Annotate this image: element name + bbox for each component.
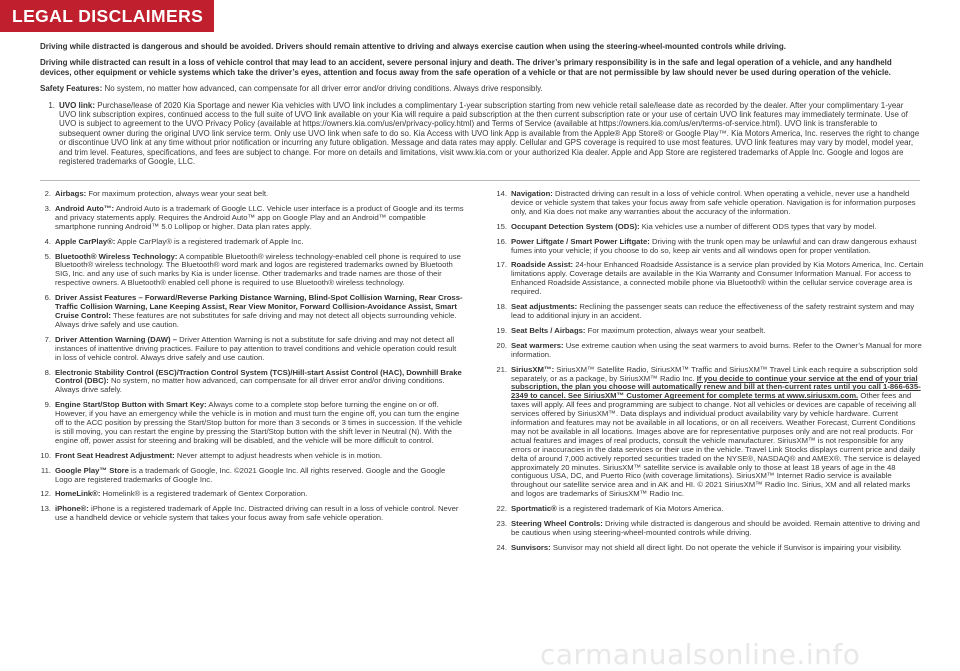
item-label: Bluetooth® Wireless Technology: <box>55 251 178 261</box>
item-text: Driving with the trunk open may be unlawful and can draw dangerous exhaust fumes into your vehicle; if you choose to do so, keep air vents and all windows open for proper ventilation. <box>511 236 917 255</box>
item-number: 16. <box>496 236 507 246</box>
disclaimer-item <box>492 190 924 217</box>
item-number: 23. <box>496 519 507 529</box>
item-number: 6. <box>44 293 51 303</box>
item-number: 15. <box>496 221 507 231</box>
disclaimer-item-1 <box>40 101 920 167</box>
subscription-renewal-notice: If you decide to continue your service at the end of your trial subscription, the plan you choose will automatically renew and bill at then-current rates until you call 1-866-635-2349 to cancel. See SiriusXM™ Customer Agreement for complete terms at www.siriusxm.com. <box>511 373 921 401</box>
item-label: Roadside Assist: <box>511 260 574 270</box>
page-title: LEGAL DISCLAIMERS <box>12 6 204 26</box>
disclaimer-item <box>36 336 464 363</box>
item-body <box>511 544 924 553</box>
right-column <box>492 190 924 559</box>
item-label: Occupant Detection System (ODS): <box>511 221 640 231</box>
item-number: 20. <box>496 340 507 350</box>
item-number: 2. <box>44 189 51 198</box>
item-text: Never attempt to adjust headrests when vehicle is in motion. <box>174 450 382 460</box>
item-label: Seat warmers: <box>511 340 564 350</box>
item-label: Apple CarPlay®: <box>55 236 116 246</box>
item-number: 1. <box>48 100 55 110</box>
item-body <box>511 223 924 232</box>
disclaimer-item <box>492 520 924 538</box>
disclaimer-item <box>36 467 464 485</box>
safety-features-note <box>40 84 920 93</box>
item-body <box>511 520 924 538</box>
item-label: Steering Wheel Controls: <box>511 519 603 529</box>
item-number: 9. <box>44 400 51 410</box>
item-number: 18. <box>496 302 507 312</box>
item-number: 21. <box>496 364 507 374</box>
disclaimer-item <box>492 223 924 232</box>
item-number: 7. <box>44 334 51 344</box>
item-body <box>55 190 464 199</box>
item-text: Purchase/lease of 2020 Kia Sportage and newer Kia vehicles with UVO link includes a complimentary 1-year subscription starting from new vehicle retail sale/lease date as recorded by the dealer. After your complimentary 1-year UVO link subscription expires, continued access to the full suite of UVO link available on your Kia will require a paid subscription at the then current subscription rate or your use of certain UVO link features may immediately terminate. Use of UVO is subject to agreement to the UVO Privacy Policy (available at https://owners.kia.com/us/en/privacy-policy.html) and Terms of Service (available at https://owners.kia.com/us/en/terms-of-service.html). UVO link is transferable to subsequent owner during the original UVO link service term. Only use UVO link when safe to do so. Kia Access with UVO link App is available from the Apple® App Store® or Google Play™. Kia Motors America, Inc. reserves the right to change or discontinue UVO link at any time without prior notification or incurring any future obligation. Message and data rates may apply. Cellular and GPS coverage is required to use most features. UVO link features may vary by model, model year, and trim level. Features, specifications, and fees are subject to change. For more on details and limitations, visit www.kia.com or your authorized Kia dealer. Apple and App Store are registered trademarks of Apple Inc. Google and logos are registered trademarks of Google, LLC. <box>59 100 920 167</box>
item-body <box>55 336 464 363</box>
item-text: For maximum protection, always wear your seat belt. <box>86 189 269 198</box>
item-body <box>511 366 924 500</box>
item-label: Sunvisors: <box>511 542 551 552</box>
safety-features-label: Safety Features: <box>40 84 103 94</box>
disclaimer-item <box>492 327 924 336</box>
watermark: carmanualsonline.info <box>540 638 861 671</box>
disclaimer-item <box>492 303 924 321</box>
item-number: 17. <box>496 260 507 270</box>
item-number: 5. <box>44 251 51 261</box>
item-label: HomeLink®: <box>55 489 101 499</box>
item-label: SiriusXM™: <box>511 364 555 374</box>
item-label: UVO link: <box>59 100 96 110</box>
item-label: Engine Start/Stop Button with Smart Key: <box>55 400 207 410</box>
item-label: Electronic Stability Control (ESC)/Traction Control System (TCS)/Hill-start Assist Control (HAC), Downhill Brake Control (DBC): <box>55 367 462 386</box>
item-label: Driver Assist Features – Forward/Reverse Parking Distance Warning, Blind-Spot Collision Warning, Rear Cross-Traffic Collision Warning, Lane Keeping Assist, Rear View Monitor, Forward Collision-Avoidance Assist, Smart Cruise Control: <box>55 293 463 320</box>
item-label: Power Liftgate / Smart Power Liftgate: <box>511 236 650 246</box>
disclaimer-item <box>36 294 464 330</box>
item-text: Use extreme caution when using the seat warmers to avoid burns. Refer to the Owner’s Manual for more information. <box>511 340 922 359</box>
item-label: Navigation: <box>511 189 553 198</box>
item-text: Reclining the passenger seats can reduce the effectiveness of the safety restraint system and may lead to additional injury in an accident. <box>511 302 915 320</box>
item-body <box>511 238 924 256</box>
disclaimer-item <box>492 342 924 360</box>
safety-features-text: No system, no matter how advanced, can compensate for all driver error and/or driving conditions. Always drive responsibly. <box>102 84 543 94</box>
item-body <box>511 342 924 360</box>
item-text: SiriusXM™ Satellite Radio, SiriusXM™ Traffic and SiriusXM™ Travel Link each require a subscription sold separately, or as a package, by SiriusXM™ Radio Inc. <box>511 364 918 383</box>
item-number: 11. <box>40 465 51 475</box>
disclaimer-item <box>36 452 464 461</box>
item-text: Android Auto is a trademark of Google LLC. Vehicle user interface is a product of Google and its terms and privacy statements apply. Requires the Android Auto™ app on Google Play and an Android™ compatible smartphone running Android™ 5.0 Lollipop or higher. Data plan rates apply. <box>55 203 464 231</box>
item-number: 3. <box>44 203 51 213</box>
item-label: Android Auto™: <box>55 203 115 213</box>
item-label: iPhone®: <box>55 504 89 514</box>
item-number: 13. <box>40 504 51 514</box>
item-text: Kia vehicles use a number of different ODS types that vary by model. <box>639 221 877 231</box>
item-text: 24-hour Enhanced Roadside Assistance is a service plan provided by Kia Motors America, Inc. Certain limitations apply. Coverage details are available in the Kia Warranty and Consumer Information Manual. For access to Enhanced Roadside Assistance, a connected mobile phone via Bluetooth® within the cellular service coverage area is required. <box>511 260 924 297</box>
item-text: No system, no matter how advanced, can compensate for all driver error and/or driving conditions. Always drive safely. <box>55 376 445 395</box>
item-body <box>55 238 464 247</box>
item-label: Seat Belts / Airbags: <box>511 325 586 335</box>
item-text: iPhone is a registered trademark of Apple Inc. Distracted driving can result in a loss of vehicle control. Never use a handheld device or vehicle system that takes your focus away from safe vehicle operation. <box>55 504 459 523</box>
disclaimer-item <box>36 190 464 199</box>
item-text: Driving while distracted is dangerous and should be avoided. Remain attentive to driving and be cautious when using steering-wheel-mounted controls while driving. <box>511 519 920 537</box>
item-text: Distracted driving can result in a loss of vehicle control. When operating a vehicle, never use a handheld device or vehicle system that takes your focus away from safe vehicle operation. Navigation is for information purposes only, and Kia does not make any warranties about the accuracy of the information. <box>511 189 916 216</box>
item-body <box>511 327 924 336</box>
item-body <box>55 369 464 396</box>
item-text: is a registered trademark of Kia Motors America. <box>556 504 724 514</box>
item-body <box>55 205 464 232</box>
item-text: Apple CarPlay® is a registered trademark of Apple Inc. <box>115 236 304 246</box>
item-body <box>511 190 924 217</box>
item-body <box>511 303 924 321</box>
item-body <box>511 505 924 514</box>
item-label: Airbags: <box>55 189 87 198</box>
section-divider <box>40 180 920 181</box>
item-text: These features are not substitutes for safe driving and may not detect all objects surrounding vehicle. Always drive safely and use caution. <box>55 310 457 329</box>
disclaimer-item <box>492 238 924 256</box>
disclaimer-item <box>36 490 464 499</box>
item-label: Google Play™ Store <box>55 465 129 475</box>
item-text: A compatible Bluetooth® wireless technology-enabled cell phone is required to use Bluetooth® wireless technology. The Bluetooth® word mark and logos are registered trademarks owned by Bluetooth SIG, Inc. and any use of such marks by Kia is under license. Other trademarks and trade names are those of their respective owners. A Bluetooth® enabled cell phone is required to use Bluetooth® wireless technology. <box>55 251 461 288</box>
item-body <box>59 101 920 167</box>
disclaimer-item <box>36 238 464 247</box>
disclaimer-item <box>492 261 924 297</box>
item-body <box>55 401 464 446</box>
disclaimer-item <box>36 401 464 446</box>
item-body <box>55 253 464 289</box>
item-number: 8. <box>44 367 51 377</box>
item-label: Seat adjustments: <box>511 302 578 312</box>
item-number: 14. <box>496 189 507 198</box>
disclaimer-item <box>492 505 924 514</box>
item-body <box>55 505 464 523</box>
item-body <box>55 467 464 485</box>
left-column <box>36 190 464 529</box>
item-label: Sportmatic® <box>511 504 557 514</box>
distraction-warning-1: Driving while distracted is dangerous and should be avoided. Drivers should remain attentive to driving and always exercise caution when using the steering-wheel-mounted controls while driving. <box>40 42 786 51</box>
disclaimer-item <box>36 369 464 396</box>
item-number: 12. <box>40 489 51 499</box>
item-number: 4. <box>44 236 51 246</box>
item-label: Driver Attention Warning (DAW) – <box>55 334 177 344</box>
distraction-warning-2: Driving while distracted can result in a loss of vehicle control that may lead to an accident, severe personal injury and death. The driver’s primary responsibility is in the safe and legal operation of a vehicle, and any handheld devices, other equipment or vehicle systems which take the driver’s eyes, attention and focus away from the safe operation of a vehicle or that are not permissible by law should never be used during operation of the vehicle. <box>40 58 892 77</box>
item-body <box>55 452 464 461</box>
item-body <box>55 490 464 499</box>
disclaimer-item <box>492 544 924 553</box>
disclaimer-item <box>36 505 464 523</box>
intro-block <box>40 42 920 166</box>
item-body <box>511 261 924 297</box>
item-body <box>55 294 464 330</box>
disclaimer-item <box>36 253 464 289</box>
item-number: 10. <box>40 450 51 460</box>
item-text: Driver Attention Warning is not a substitute for safe driving and may not detect all instances of inattentive driving practices. Failure to pay attention to travel conditions and vehicle operation could result in loss of vehicle control. Always drive safely and use caution. <box>55 334 457 362</box>
item-text: Homelink® is a registered trademark of Gentex Corporation. <box>100 489 308 499</box>
disclaimer-item <box>492 366 924 500</box>
item-number: 19. <box>496 325 507 335</box>
item-text: is a trademark of Google, Inc. ©2021 Google Inc. All rights reserved. Google and the Google Logo are registered trademarks of Google Inc. <box>55 465 446 484</box>
item-label: Front Seat Headrest Adjustment: <box>55 450 175 460</box>
item-number: 22. <box>496 504 507 514</box>
item-text: Sunvisor may not shield all direct light. Do not operate the vehicle if Sunvisor is impairing your visibility. <box>550 542 902 552</box>
item-number: 24. <box>496 542 507 552</box>
item-text-continued: Other fees and taxes will apply. All fees and programming are subject to change. Not all vehicles or devices are capable of receiving all services offered by SiriusXM™. Data displays and individual product availability vary by vehicle hardware. Current information and features may not be available in all locations, or on all receivers. Weather Forecast, Current Conditions may not be available in all locations. Images above are for representative purposes only and are not real products. For actual features and images of real products, consult the vehicle manufacturer. SiriusXM™ is not responsible for any errors or inaccuracies in the data services or their use in the vehicle. Travel Link Stocks displays current price and daily delta of around 7,000 actively reported securities traded on the NYSE®, NASDAQ® and AMEX®. The service is delayed approximately 20 minutes. SiriusXM™ satellite service is available only to those at least 18 years of age in the 48 contiguous USA, DC, and Puerto Rico (with coverage limitations). SiriusXM™ Internet Radio service is available throughout our satellite service area and in AK and HI. © 2021 SiriusXM™ Radio Inc. Sirius, XM and all related marks and logos are trademarks of SiriusXM™ Radio Inc. <box>511 391 921 499</box>
disclaimer-item <box>36 205 464 232</box>
section-header-tab <box>0 0 214 32</box>
item-text: For maximum protection, always wear your seatbelt. <box>585 325 766 335</box>
item-text: Always come to a complete stop before turning the engine on or off. However, if you have an emergency while the vehicle is in motion and must turn the engine off, you can turn the engine off to the ACC position by pressing the Start/Stop button for more than 3 seconds or 3 times in succession. If the vehicle is still moving, you can restart the engine by pressing the Start/Stop button with the shift lever in Neutral (N). With the engine off, power assist for steering and braking will be disabled, and the vehicle will be more difficult to control. <box>55 400 463 445</box>
